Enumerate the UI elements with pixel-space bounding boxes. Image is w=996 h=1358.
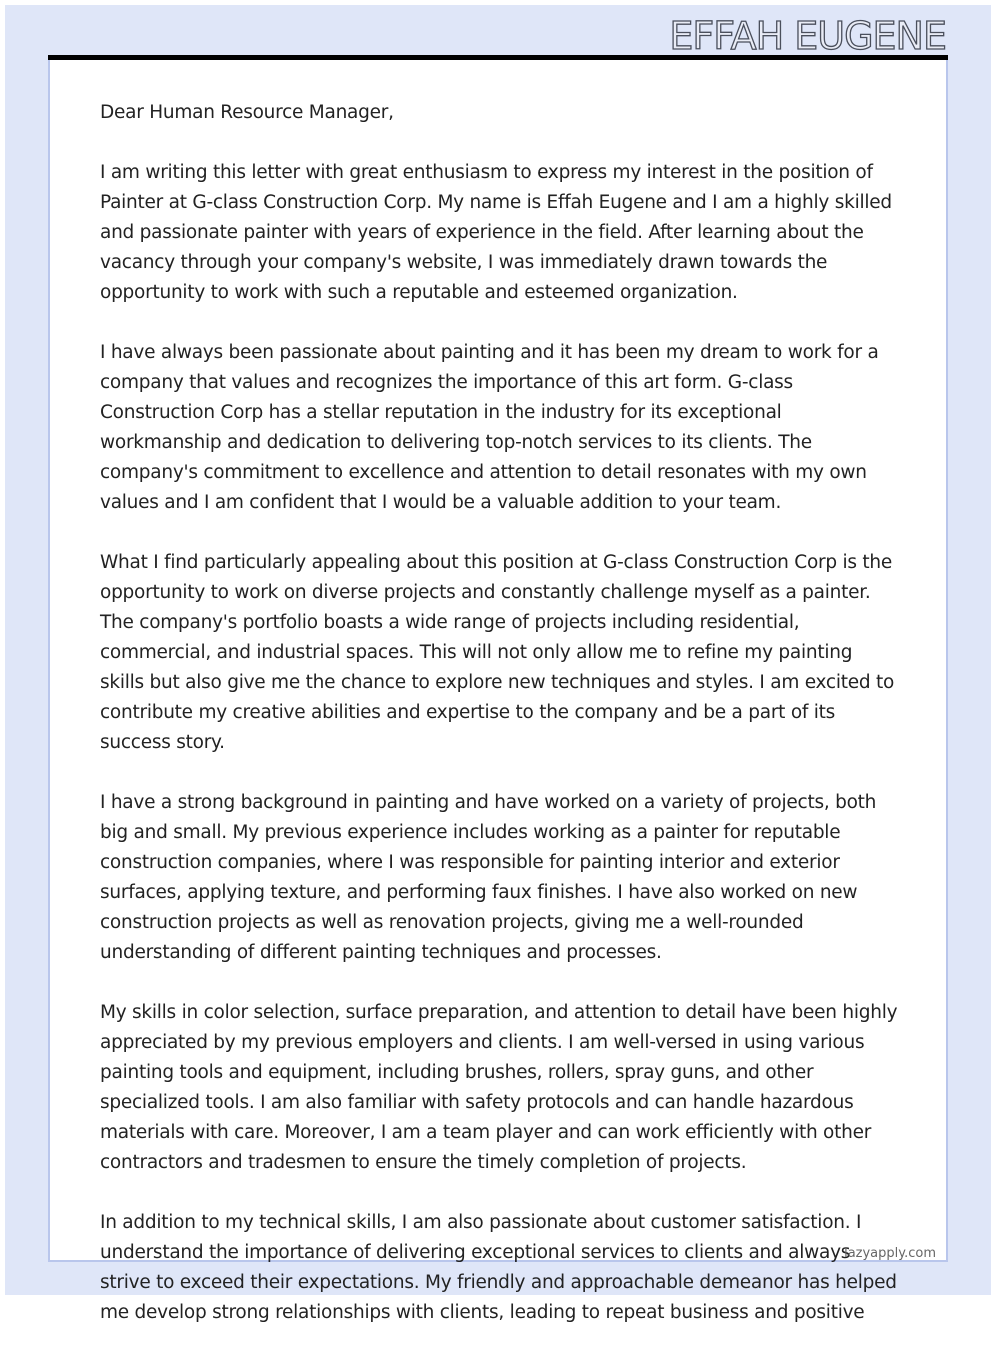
watermark: lazyapply.com	[844, 1246, 936, 1261]
paragraph-4: I have a strong background in painting and have worked on a variety of projects, both big and small. My previous experience includes working as a painter for reputable construction companies, where I was responsible for painting interior and exterior surfaces, applying texture, and performing faux finishes. I have also worked on new construction projects as well as renovation projects, giving me a well-rounded understanding of different painting techniques and processes.	[100, 792, 877, 963]
paragraph-1: I am writing this letter with great enthusiasm to express my interest in the position of Painter at G-class Construction Corp. My name is Effah Eugene and I am a highly skilled and passionate painter with years of experience in the field. After learning about the vacancy through your company's website, I was immediately drawn towards the opportunity to work with such a reputable and esteemed organization.	[100, 162, 892, 303]
letter-body	[100, 98, 900, 1358]
paragraph-3: What I find particularly appealing about this position at G-class Construction Corp is the opportunity to work on diverse projects and constantly challenge myself as a painter. The company's portfolio boasts a wide range of projects including residential, commercial, and industrial spaces. This will not only allow me to refine my painting skills but also give me the chance to explore new techniques and styles. I am excited to contribute my creative abilities and expertise to the company and be a part of its success story.	[100, 552, 895, 753]
paragraph-5: My skills in color selection, surface preparation, and attention to detail have been highly appreciated by my previous employers and clients. I am well-versed in using various painting tools and equipment, including brushes, rollers, spray guns, and other specialized tools. I am also familiar with safety protocols and can handle hazardous materials with care. Moreover, I am a team player and can work efficiently with other contractors and tradesmen to ensure the timely completion of projects.	[100, 1002, 898, 1173]
applicant-name: EFFAH EUGENE	[669, 14, 946, 58]
paragraph-6: In addition to my technical skills, I am also passionate about customer satisfaction. I understand the importance of delivering exceptional services to clients and always strive to exceed their expectations. My friendly and approachable demeanor has helped me develop strong relationships with clients, leading to repeat business and positive	[100, 1212, 897, 1323]
paragraph-2: I have always been passionate about painting and it has been my dream to work for a company that values and recognizes the importance of this art form. G-class Construction Corp has a stellar reputation in the industry for its exceptional workmanship and dedication to delivering top-notch services to its clients. The company's commitment to excellence and attention to detail resonates with my own values and I am confident that I would be a valuable addition to your team.	[100, 342, 879, 513]
salutation: Dear Human Resource Manager,	[100, 102, 394, 123]
